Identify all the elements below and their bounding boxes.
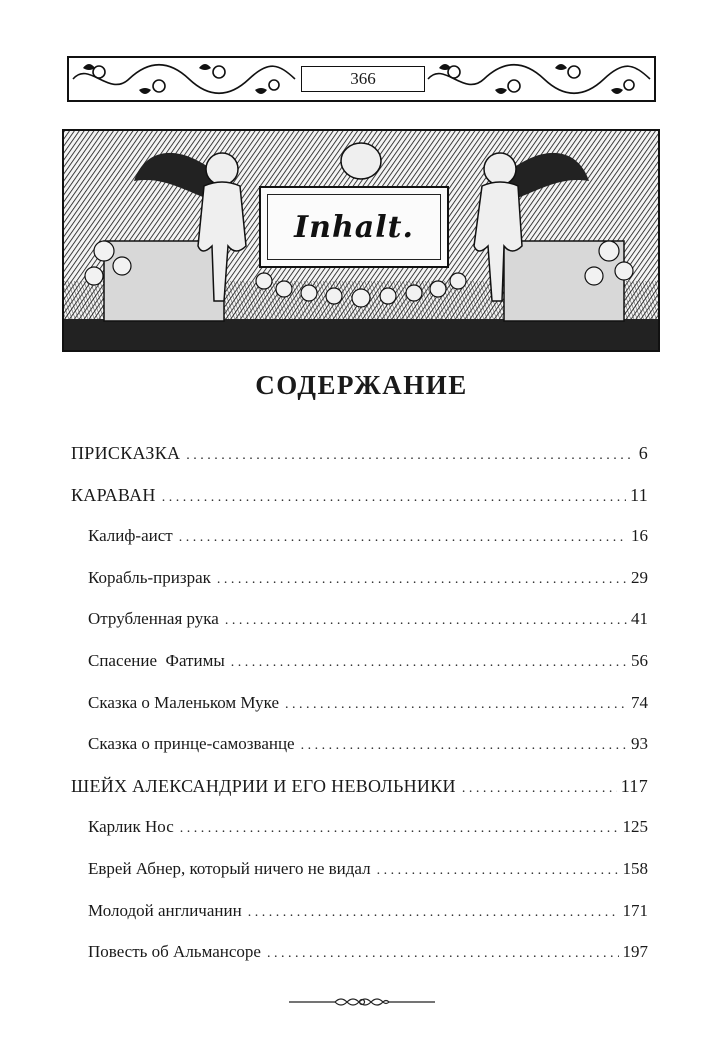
toc-entry[interactable] (88, 733, 648, 757)
toc-entry[interactable] (88, 692, 648, 716)
toc-entry-page: 93 (631, 734, 648, 753)
toc-entry-page: 56 (631, 651, 648, 670)
header-ornament-band (67, 56, 656, 102)
toc-entry[interactable] (88, 608, 648, 632)
toc-entry[interactable] (88, 900, 648, 924)
cartouche-frame (259, 186, 449, 268)
toc-entry-page: 16 (631, 526, 648, 545)
toc-entry[interactable] (88, 525, 648, 549)
toc-entry-title: Еврей Абнер, который ничего не видал (88, 859, 371, 878)
toc-leader-dots (180, 818, 619, 840)
toc-entry[interactable] (88, 650, 648, 674)
toc-leader-dots (217, 569, 627, 591)
toc-entry-page: 29 (631, 568, 648, 587)
toc-entry-page: 117 (620, 776, 648, 796)
toc-entry-page: 74 (631, 693, 648, 712)
toc-entry[interactable] (88, 567, 648, 591)
toc-leader-dots (285, 694, 627, 716)
illustration-caption: Inhalt. (294, 209, 414, 245)
toc-entry-title: Сказка о принце-самозванце (88, 734, 295, 753)
toc-entry-page: 125 (622, 817, 648, 836)
toc-entry[interactable] (71, 442, 648, 467)
toc-entry-page: 11 (630, 485, 648, 505)
toc-leader-dots (225, 610, 627, 632)
toc-entry-title: Молодой англичанин (88, 901, 242, 920)
toc-entry-page: 41 (631, 609, 648, 628)
toc-entry[interactable] (88, 816, 648, 840)
toc-entry[interactable] (71, 775, 648, 800)
toc-leader-dots (231, 652, 627, 674)
toc-entry[interactable] (71, 484, 648, 509)
toc-entry-page: 197 (622, 942, 648, 961)
toc-entry-title: Карлик Нос (88, 817, 174, 836)
toc-entry-title: Отрубленная рука (88, 609, 219, 628)
toc-leader-dots (179, 527, 627, 549)
page-title: СОДЕРЖАНИЕ (255, 370, 468, 400)
toc-leader-dots (377, 860, 619, 882)
toc-entry-title: Корабль-призрак (88, 568, 211, 587)
toc-entry-page: 171 (622, 901, 648, 920)
toc-leader-dots (248, 902, 619, 924)
toc-entry-title: Повесть об Альмансоре (88, 942, 261, 961)
toc-leader-dots (462, 778, 617, 800)
toc-leader-dots (301, 735, 627, 757)
toc-entry[interactable] (88, 941, 648, 965)
toc-leader-dots (267, 943, 619, 965)
toc-leader-dots (162, 487, 626, 509)
toc-entry-title: Калиф-аист (88, 526, 173, 545)
header-illustration (62, 129, 660, 352)
toc-leader-dots (186, 445, 634, 467)
toc-entry-title: Сказка о Маленьком Муке (88, 693, 279, 712)
toc-entry-title: ШЕЙХ АЛЕКСАНДРИИ И ЕГО НЕВОЛЬНИКИ (71, 776, 456, 796)
toc-entry[interactable] (88, 858, 648, 882)
bottom-ornament-icon (289, 995, 435, 1009)
toc-entry-page: 158 (622, 859, 648, 878)
page-number: 366 (301, 66, 425, 92)
toc-entry-title: КАРАВАН (71, 485, 156, 505)
toc-entry-title: Спасение Фатимы (88, 651, 225, 670)
toc-entry-title: ПРИСКАЗКА (71, 443, 181, 463)
toc-entry-page: 6 (638, 443, 648, 463)
